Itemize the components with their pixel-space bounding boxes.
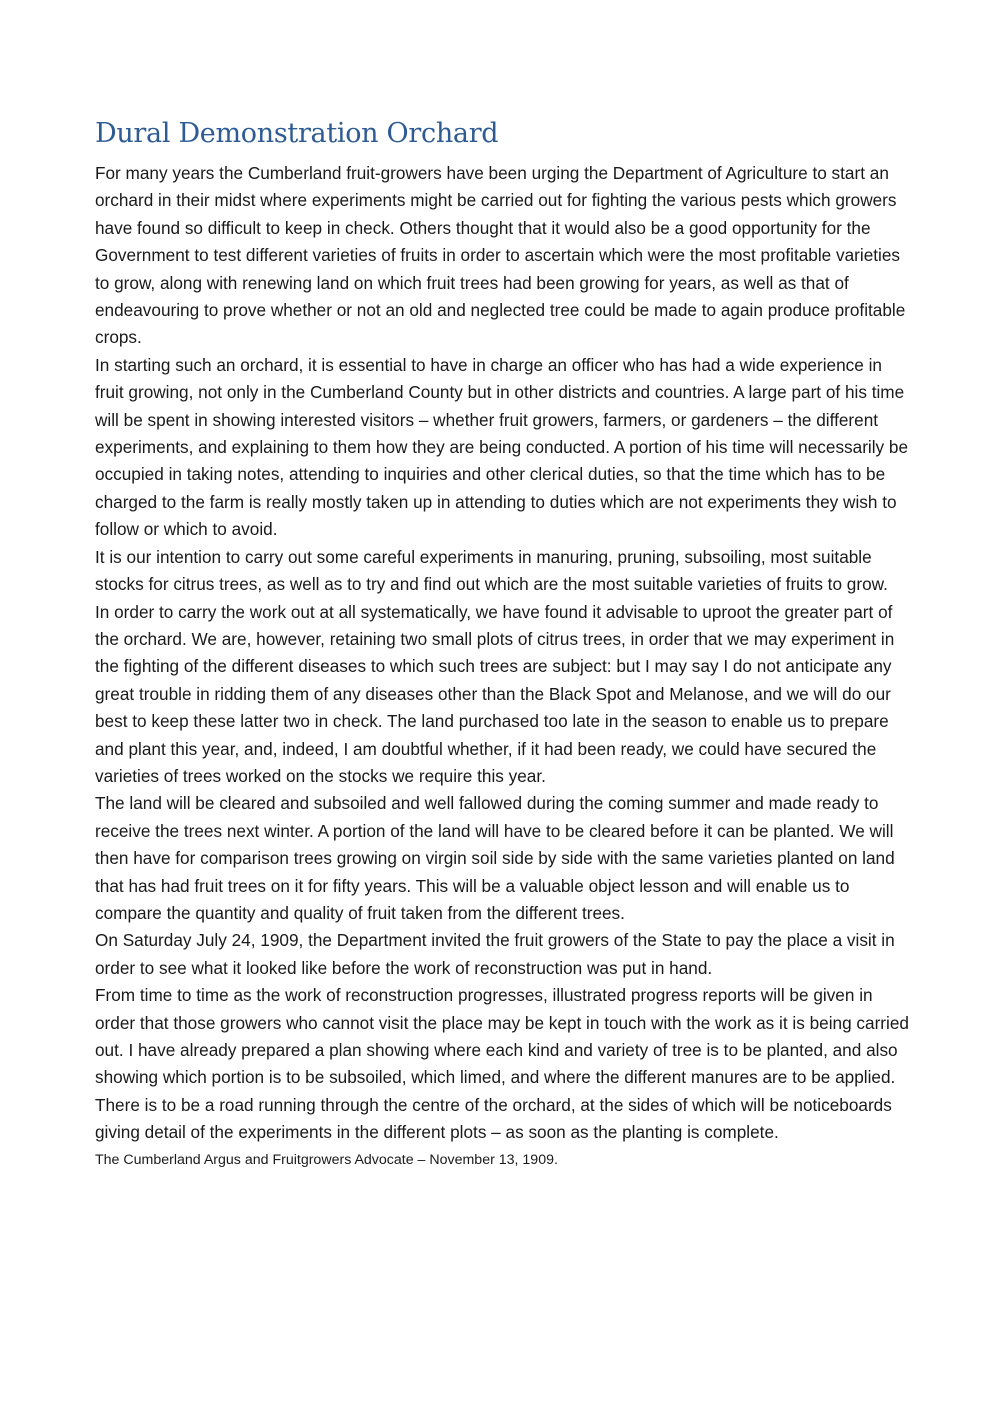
article-body [95, 112, 911, 1171]
paragraph-3: It is our intention to carry out some careful experiments in manuring, pruning, subsoiling, most suitable stocks for citrus trees, as well as to try and find out which are the most suitable varieties of fruits to grow. [95, 546, 888, 595]
page-title: Dural Demonstration Orchard [95, 118, 499, 149]
paragraph-7: From time to time as the work of reconstruction progresses, illustrated progress reports will be given in order that those growers who cannot visit the place may be kept in touch with the work as it is being carried out. I have already prepared a plan showing where each kind and variety of tree is to be planted, and also showing which portion is to be subsoiled, which limed, and where the different manures are to be applied. [95, 985, 909, 1088]
paragraph-6: On Saturday July 24, 1909, the Department invited the fruit growers of the State to pay the place a visit in order to see what it looked like before the work of reconstruction was put in hand. [95, 930, 895, 978]
paragraph-4: In order to carry the work out at all systematically, we have found it advisable to uproot the greater part of the orchard. We are, however, retaining two small plots of citrus trees, in order that we may experiment in the fighting of the different diseases to which such trees are subject: but I may say I do not anticipate any great trouble in ridding them of any diseases other than the Black Spot and Melanose, and we will do our best to keep these latter two in check. The land purchased too late in the season to enable us to prepare and plant this year, and, indeed, I am doubtful whether, if it had been ready, we could have secured the varieties of trees worked on the stocks we require this year. [95, 601, 895, 786]
paragraph-5: The land will be cleared and subsoiled and well fallowed during the coming summer and made ready to receive the trees next winter. A portion of the land will have to be cleared before it can be planted. We will then have for comparison trees growing on virgin soil side by side with the same varieties planted on land that has had fruit trees on it for fifty years. This will be a valuable object lesson and will enable us to compare the quantity and quality of fruit taken from the different trees. [95, 793, 895, 923]
paragraph-2: In starting such an orchard, it is essential to have in charge an officer who has had a wide experience in fruit growing, not only in the Cumberland County but in other districts and countries. A large part of his time will be spent in showing interested visitors – whether fruit growers, farmers, or gardeners – the different experiments, and explaining to them how they are being conducted. A portion of his time will necessarily be occupied in taking notes, attending to inquiries and other clerical duties, so that the time which has to be charged to the farm is really mostly taken up in attending to duties which are not experiments they wish to follow or which to avoid. [95, 354, 909, 540]
paragraph-8: There is to be a road running through the centre of the orchard, at the sides of which will be noticeboards giving detail of the experiments in the different plots – as soon as the planting is complete. [95, 1094, 892, 1143]
paragraph-1: For many years the Cumberland fruit-growers have been urging the Department of Agriculture to start an orchard in their midst where experiments might be carried out for fighting the various pests which growers have found so difficult to keep in check. Others thought that it would also be a good opportunity for the Government to test different varieties of fruits in order to ascertain which were the most profitable varieties to grow, along with renewing land on which fruit trees had been growing for years, as well as that of endeavouring to prove whether or not an old and neglected tree could be made to again produce profitable crops. [95, 163, 906, 348]
source-citation: The Cumberland Argus and Fruitgrowers Advocate – November 13, 1909. [95, 1151, 558, 1168]
